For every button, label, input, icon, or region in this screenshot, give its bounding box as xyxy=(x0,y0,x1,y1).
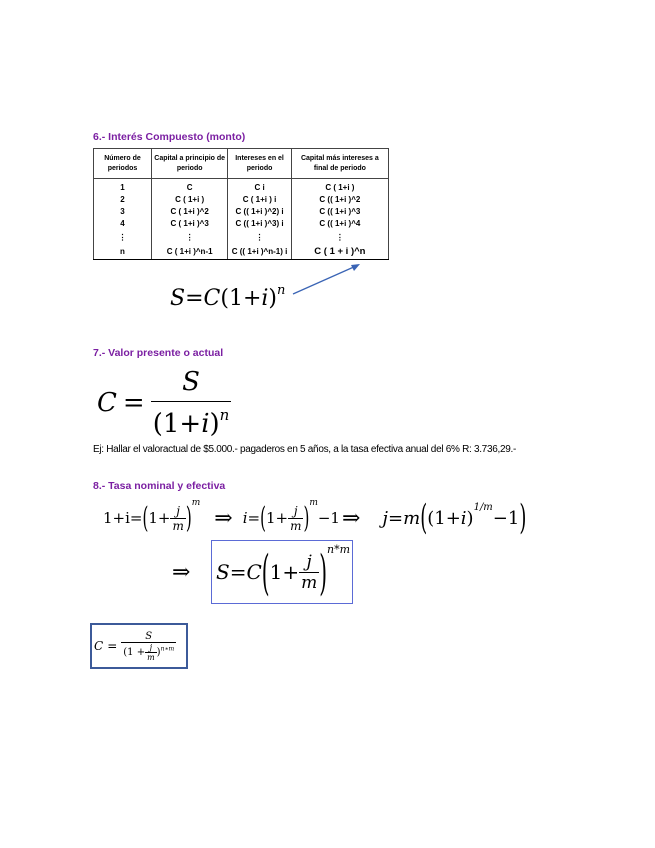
table-cell: 2 xyxy=(94,194,152,206)
table-cell: C (( 1+i )^3 xyxy=(291,206,388,218)
pointer-arrow-icon xyxy=(290,260,365,300)
fraction xyxy=(151,367,232,439)
var-i: i xyxy=(261,286,269,311)
table-cell: ⋮ xyxy=(151,230,227,246)
denominator: m xyxy=(290,518,302,533)
table-cell: C ( 1 + i )^n xyxy=(291,246,388,260)
table-row xyxy=(94,206,389,218)
table-cell: C (( 1+i )^4 xyxy=(291,218,388,230)
var-s: S xyxy=(170,286,186,311)
lhs: 1+i= xyxy=(103,509,143,527)
table-cell: ⋮ xyxy=(228,230,291,246)
table-cell: n xyxy=(94,246,152,260)
table-cell: C ( 1+i ) i xyxy=(228,194,291,206)
table-row xyxy=(94,246,389,260)
table-cell: C (( 1+i )^2 xyxy=(291,194,388,206)
implies-arrow-icon: ⇒ xyxy=(172,560,191,585)
table-header: Número de periodos xyxy=(94,149,152,179)
exponent: m xyxy=(309,498,318,508)
section-8-heading: 8.- Tasa nominal y efectiva xyxy=(93,480,226,492)
table-cell: ⋮ xyxy=(291,230,388,246)
inner-fraction xyxy=(145,643,157,662)
formula-close: ) xyxy=(268,286,278,311)
present-value-formula xyxy=(97,367,231,439)
den-exponent: n xyxy=(219,406,230,424)
table-row xyxy=(94,218,389,230)
var-m: m xyxy=(403,507,421,529)
present-value-nominal-formula-box xyxy=(90,623,188,669)
table-cell: 1 xyxy=(94,179,152,195)
implies-arrow-icon: ⇒ xyxy=(341,505,361,531)
formula-base: (1+ xyxy=(220,286,262,311)
one-plus: 1+ xyxy=(269,560,300,584)
section-7-heading: 7.- Valor presente o actual xyxy=(93,347,224,359)
one-plus: 1+ xyxy=(265,509,289,527)
exponent: m xyxy=(191,498,201,508)
table-header: Capital a principio de periodo xyxy=(151,149,227,179)
equals-sign: = xyxy=(229,560,247,584)
inner-numerator: j xyxy=(145,643,157,653)
var-c: C xyxy=(97,388,117,418)
compound-nominal-formula-box: S = C ( 1+ $\frac{j}{m}$ ) $^{n*m}$ xyxy=(211,540,353,604)
table-cell: C ( 1+i )^n-1 xyxy=(151,246,227,260)
fraction xyxy=(121,631,176,662)
implies-arrow-icon: ⇒ xyxy=(214,505,233,531)
table-cell: C ( 1+i ) xyxy=(151,194,227,206)
equals-sign: = xyxy=(122,388,145,418)
nominal-effective-formula: 1+i= ( 1+ $\frac{j}{m}$ ) $^m$ ⇒ i= ( 1+ $\frac{j}{m}$ ) $^m$ −1 ⇒ j = m ( (1+ i ) $^{1/m}$ −1 ) xyxy=(103,498,527,538)
table-cell: 4 xyxy=(94,218,152,230)
fraction xyxy=(299,552,319,593)
equals-sign: = xyxy=(388,507,404,529)
exponent: n*m xyxy=(327,543,351,556)
minus-one: −1 xyxy=(317,509,340,527)
table-cell: C (( 1+i )^2) i xyxy=(228,206,291,218)
section-6-heading: 6.- Interés Compuesto (monto) xyxy=(93,131,246,143)
exponent: 1/m xyxy=(473,502,493,513)
den-close: ) xyxy=(156,646,161,658)
numerator: j xyxy=(170,504,185,519)
denominator xyxy=(151,402,232,439)
table-cell: C ( 1+i )^2 xyxy=(151,206,227,218)
table-cell: C ( 1+i ) xyxy=(291,179,388,195)
table-row xyxy=(94,230,389,246)
table-cell: 3 xyxy=(94,206,152,218)
var-j: j xyxy=(382,507,389,529)
numerator: j xyxy=(299,552,319,573)
table-row xyxy=(94,194,389,206)
var-i: i xyxy=(201,409,210,439)
den-open: (1+ xyxy=(152,409,202,439)
fraction xyxy=(288,504,303,533)
numerator: j xyxy=(288,504,303,519)
table-cell: C i xyxy=(228,179,291,195)
table-cell: C ( 1+i )^3 xyxy=(151,218,227,230)
denominator: m xyxy=(172,518,184,533)
den-close: ) xyxy=(209,409,220,439)
den-open: (1 + xyxy=(123,646,146,658)
inner-close: ) xyxy=(466,507,474,529)
one-plus: 1+ xyxy=(148,509,171,527)
table-row xyxy=(94,179,389,195)
table-header: Capital más intereses a final de periodo xyxy=(291,149,388,179)
equals-sign: = xyxy=(185,286,204,311)
fraction xyxy=(170,504,185,533)
lhs: i= xyxy=(242,509,261,527)
compound-amount-formula xyxy=(170,283,285,311)
var-i: i xyxy=(460,507,467,529)
minus-one: −1 xyxy=(492,507,520,529)
var-s: S xyxy=(216,560,230,584)
table-cell: C (( 1+i )^n-1) i xyxy=(228,246,291,260)
equals-sign: = xyxy=(107,639,118,653)
table-cell: C (( 1+i )^3) i xyxy=(228,218,291,230)
table-cell: C xyxy=(151,179,227,195)
denominator: m xyxy=(301,572,318,593)
numerator: S xyxy=(151,367,232,402)
var-c: C xyxy=(94,639,104,653)
inner-open: (1+ xyxy=(427,507,461,529)
example-text: Ej: Hallar el valoractual de $5.000.- pagaderos en 5 años, a la tasa efectiva anual del 6% R: 3.736,29.- xyxy=(93,444,516,455)
table-cell: ⋮ xyxy=(94,230,152,246)
table-header: Intereses en el periodo xyxy=(228,149,291,179)
denominator xyxy=(121,643,176,662)
formula-exponent: n xyxy=(277,283,286,298)
var-c: C xyxy=(203,286,221,311)
inner-denominator: m xyxy=(147,652,155,662)
numerator: S xyxy=(121,631,176,643)
den-exponent: n∗m xyxy=(160,645,175,653)
var-c: C xyxy=(246,560,262,584)
compound-interest-table xyxy=(93,148,389,260)
